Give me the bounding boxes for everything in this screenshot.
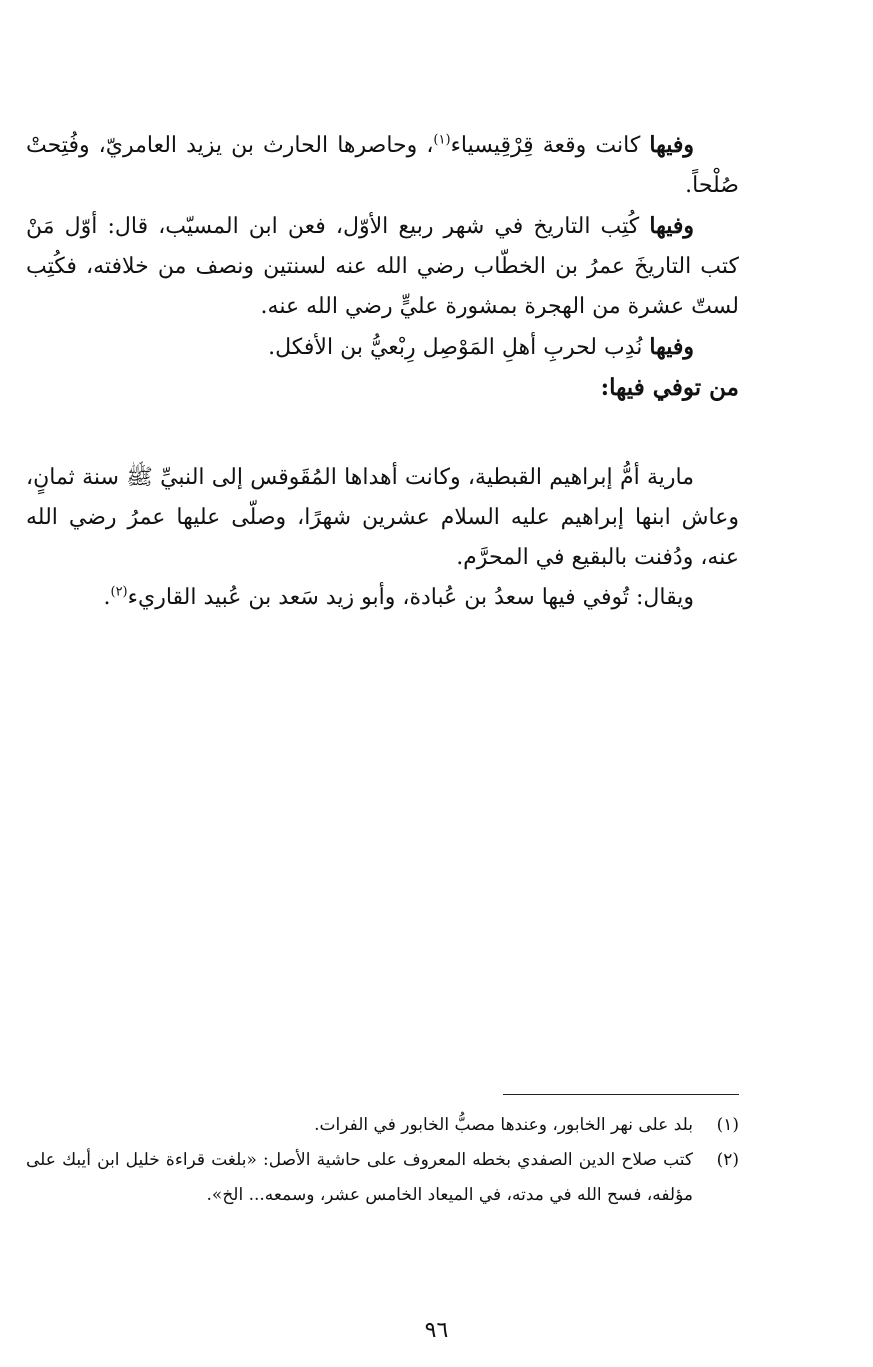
main-text [26,125,739,618]
paragraph-lead: وفيها [649,334,694,360]
footnote-number: (٢) [716,1150,739,1170]
paragraph-text: مارية أمُّ إبراهيم القبطية، وكانت أهداها المُقَوقس إلى النبيِّ ﷺ سنة ثمانٍ، وعاش ابنها إبراهيم عليه السلام عشرين شهرًا، وصلّى عليها عمرُ رضي الله عنه، ودُفنت بالبقيع في المحرَّم. [26,465,739,570]
footnote-number: (١) [716,1115,739,1135]
footnote-text: بلد على نهر الخابور، وعندها مصبُّ الخابور في الفرات. [314,1115,693,1135]
paragraph-text: كُتِب التاريخ في شهر ربيع الأوّل، فعن ابن المسيّب، قال: أوّل مَنْ كتب التاريخَ عمرُ بن الخطّاب رضي الله عنه لسنتين ونصف من خلافته، فكُتِب لستّ عشرة من الهجرة بمشورة عليٍّ رضي الله عنه. [26,214,739,319]
paragraph-saad [26,578,739,618]
paragraph-mosul [26,327,739,368]
paragraph-text: ويقال: تُوفي فيها سعدُ بن عُبادة، وأبو زيد سَعد بن عُبيد القاريء [127,585,694,610]
paragraph-text: كانت وقعة قِرْقِيسياء [450,133,650,158]
footnote-divider [503,1094,739,1095]
footnote-ref-1: (١) [433,132,451,148]
paragraph-text: ، وحاصرها الحارث بن يزيد العامريّ، وفُتِحتْ صُلْحاً. [26,133,739,198]
paragraph-lead: وفيها [649,132,694,158]
paragraph-maria [26,458,739,578]
paragraph-battle [26,125,739,206]
paragraph-text: . [103,585,111,610]
footnote-ref-2: (٢) [110,584,128,600]
page-number: ٩٦ [424,1318,449,1343]
section-heading: من توفي فيها: [600,374,739,401]
footnote-item [26,1143,739,1213]
footnote-text: كتب صلاح الدين الصفدي بخطه المعروف على حاشية الأصل: «بلغت قراءة خليل ابن أيبك على مؤلفه، فسح الله في مدته، في الميعاد الخامس عشر، وسمعه... الخ». [26,1150,693,1205]
footnote-item [26,1108,739,1143]
paragraph-lead: وفيها [649,213,694,239]
paragraph-calendar [26,206,739,327]
footnotes [26,1108,739,1213]
paragraph-text: نُدِب لحربِ أهلِ المَوْصِل رِبْعيُّ بن الأفكل. [268,335,650,360]
